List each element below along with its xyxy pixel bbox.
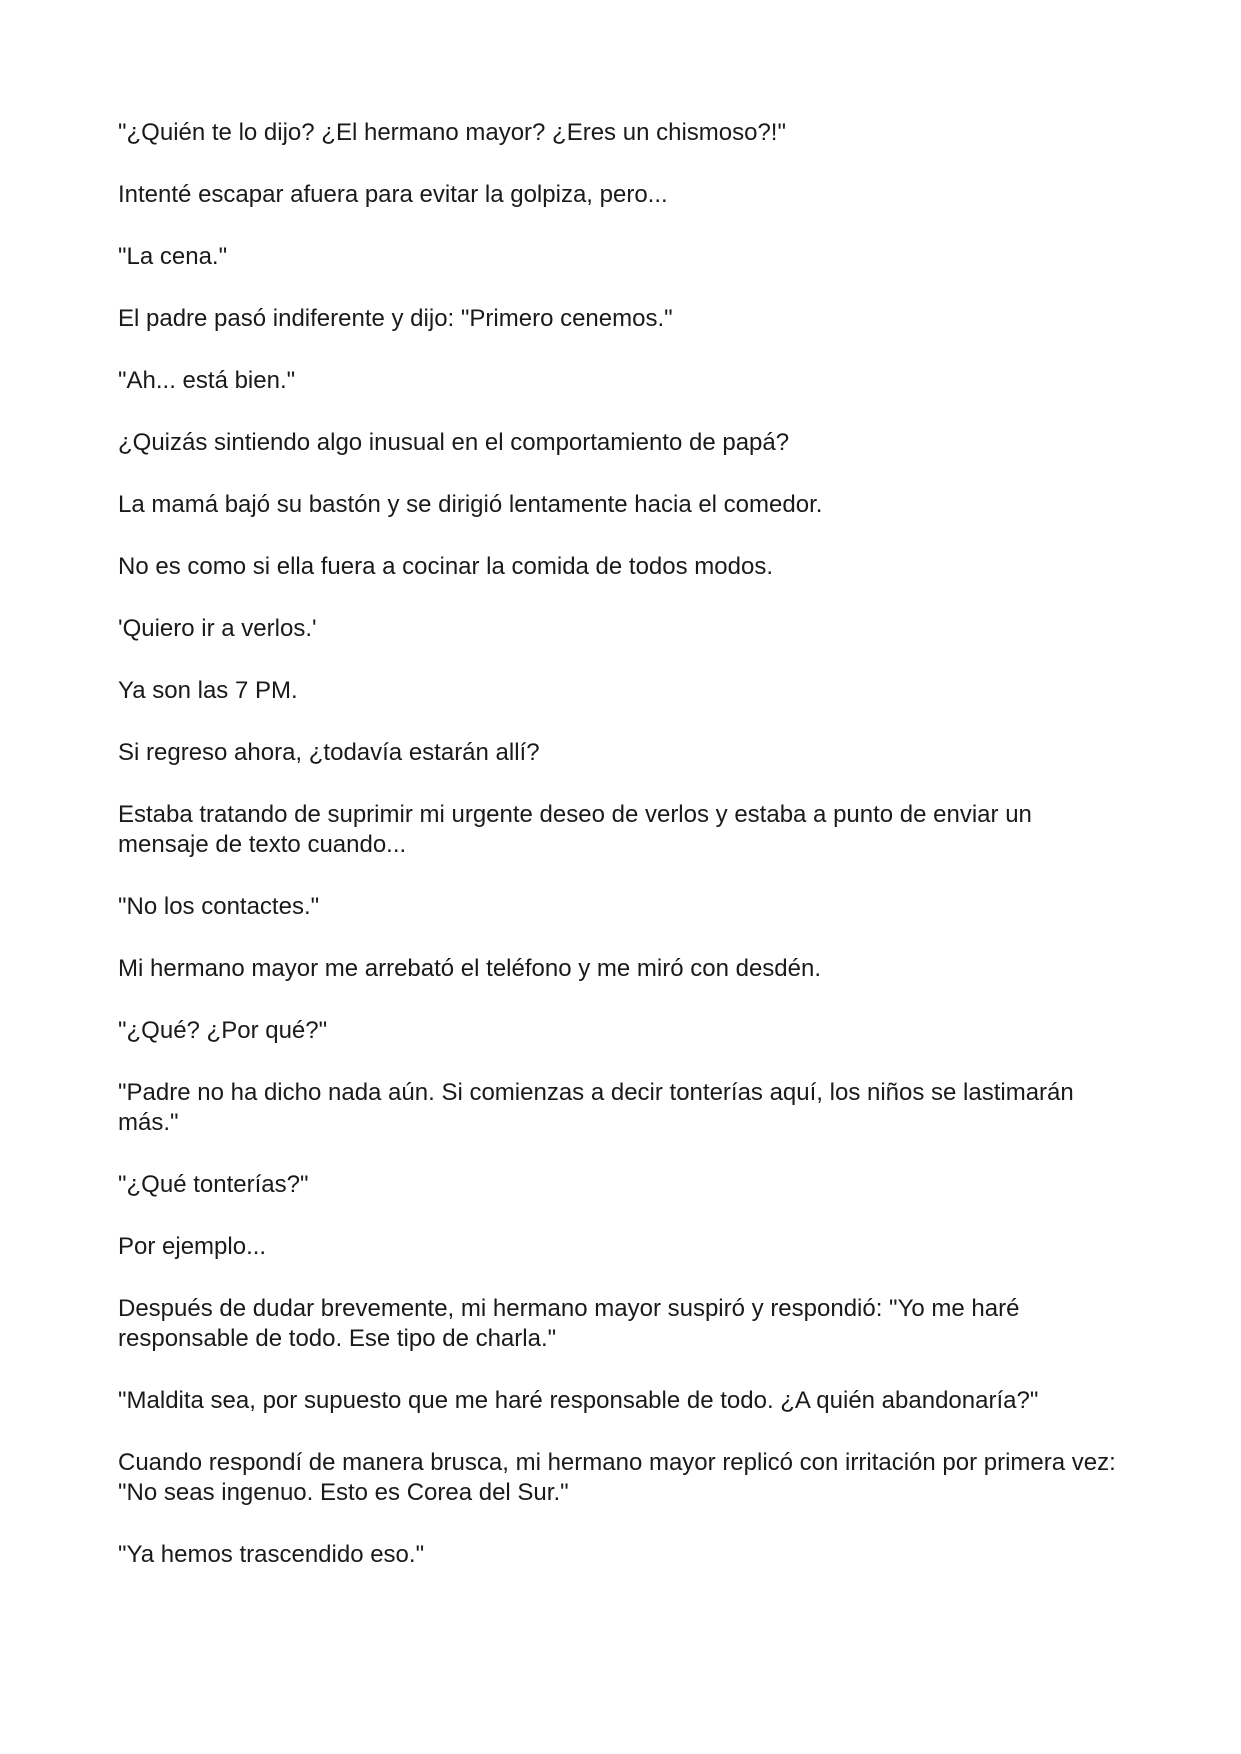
paragraph: La mamá bajó su bastón y se dirigió lentamente hacia el comedor. (118, 491, 823, 518)
paragraph: Mi hermano mayor me arrebató el teléfono y me miró con desdén. (118, 955, 821, 982)
paragraph: ¿Quizás sintiendo algo inusual en el comportamiento de papá? (118, 429, 790, 456)
paragraph: Por ejemplo... (118, 1233, 267, 1260)
paragraph: "¿Quién te lo dijo? ¿El hermano mayor? ¿Eres un chismoso?!" (118, 119, 786, 146)
paragraph: Ya son las 7 PM. (118, 677, 298, 704)
paragraph: "¿Qué? ¿Por qué?" (118, 1017, 328, 1044)
paragraph: Si regreso ahora, ¿todavía estarán allí? (118, 739, 540, 766)
paragraph: 'Quiero ir a verlos.' (118, 615, 317, 642)
paragraph: "Maldita sea, por supuesto que me haré responsable de todo. ¿A quién abandonaría?" (118, 1387, 1039, 1414)
paragraph: "No los contactes." (118, 893, 320, 920)
paragraph: Intenté escapar afuera para evitar la golpiza, pero... (118, 181, 668, 208)
paragraph: "Padre no ha dicho nada aún. Si comienzas a decir tonterías aquí, los niños se lastimarán más." (118, 1079, 1074, 1136)
paragraph: Después de dudar brevemente, mi hermano mayor suspiró y respondió: "Yo me haré responsable de todo. Ese tipo de charla." (118, 1295, 1020, 1352)
paragraph: Cuando respondí de manera brusca, mi hermano mayor replicó con irritación por primera vez: "No seas ingenuo. Esto es Corea del Sur." (118, 1449, 1116, 1506)
paragraph: "¿Qué tonterías?" (118, 1171, 309, 1198)
paragraph: El padre pasó indiferente y dijo: "Primero cenemos." (118, 305, 673, 332)
paragraph: "Ah... está bien." (118, 367, 296, 394)
document-body (118, 118, 1128, 1602)
paragraph: Estaba tratando de suprimir mi urgente deseo de verlos y estaba a punto de enviar un mensaje de texto cuando... (118, 801, 1032, 858)
paragraph: No es como si ella fuera a cocinar la comida de todos modos. (118, 553, 773, 580)
paragraph: "Ya hemos trascendido eso." (118, 1541, 425, 1568)
paragraph: "La cena." (118, 243, 228, 270)
